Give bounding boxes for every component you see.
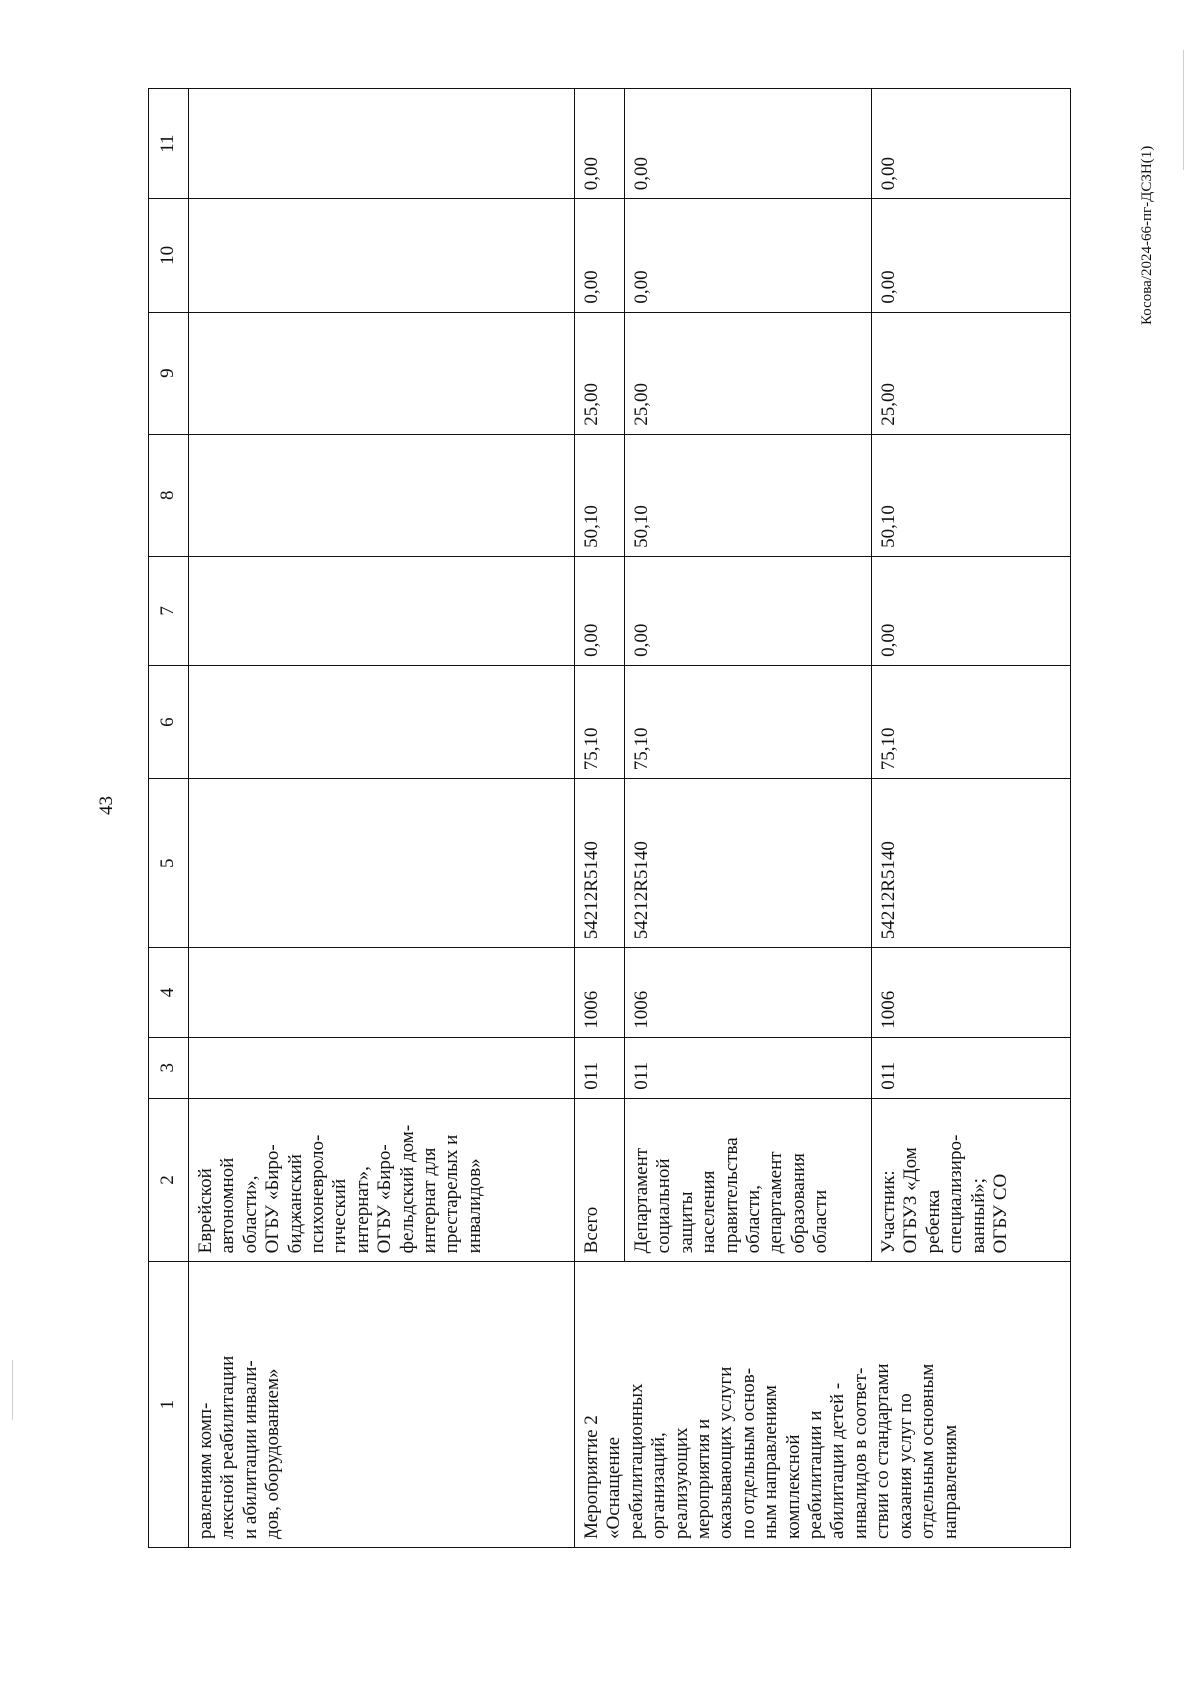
header-col-3: 3 (149, 1037, 189, 1098)
table-row (189, 89, 575, 1548)
row1-c4 (189, 948, 575, 1037)
row3-c10: 0,00 (625, 199, 872, 312)
budget-table (148, 88, 1071, 1548)
row4-c11: 0,00 (872, 89, 1071, 199)
table-row (575, 89, 625, 1548)
header-col-7: 7 (149, 556, 189, 665)
row4-c9: 25,00 (872, 312, 1071, 434)
header-col-10: 10 (149, 199, 189, 312)
row2-c11: 0,00 (575, 89, 625, 199)
row1-c11 (189, 89, 575, 199)
row1-c5 (189, 779, 575, 948)
row1-c7 (189, 556, 575, 665)
row3-c9: 25,00 (625, 312, 872, 434)
header-col-9: 9 (149, 312, 189, 434)
row1-c6 (189, 665, 575, 778)
row4-executor-cell: Участник: ОГБУЗ «Дом ребенка специализиро- ванный»; ОГБУ СО (872, 1098, 1071, 1262)
row3-executor-cell: Департамент социальной защиты населения правительства области, департамент образования области (625, 1098, 872, 1262)
header-col-6: 6 (149, 665, 189, 778)
row3-c7: 0,00 (625, 556, 872, 665)
row3-c8: 50,10 (625, 434, 872, 556)
row1-c3 (189, 1037, 575, 1098)
row4-c7: 0,00 (872, 556, 1071, 665)
row1-measure-cell: равлениям комп- лексной реабилитации и абилитации инвали- дов, оборудованием» (189, 1262, 575, 1548)
row2-measure-cell: Мероприятие 2 «Оснащение реабилитационных организаций, реализующих мероприятия и оказывающих услуги по отдельным основ- ным направлениям комплексной реабилитации и абилитации детей - инвалидов в соответ- ствии со стандартами оказания услуг по отдельным основным направлениям (575, 1262, 1071, 1548)
scan-mark-right (1183, 50, 1184, 170)
document-code: Косова/2024-66-пг-ДСЗН(1) (1139, 145, 1155, 325)
row2-c7: 0,00 (575, 556, 625, 665)
row3-c3: 011 (625, 1037, 872, 1098)
row2-c9: 25,00 (575, 312, 625, 434)
row4-c4: 1006 (872, 948, 1071, 1037)
budget-table-rotated (148, 88, 1070, 1548)
row4-c5: 54212R5140 (872, 779, 1071, 948)
row3-c5: 54212R5140 (625, 779, 872, 948)
row2-c8: 50,10 (575, 434, 625, 556)
header-col-8: 8 (149, 434, 189, 556)
header-col-11: 11 (149, 89, 189, 199)
row2-c10: 0,00 (575, 199, 625, 312)
row1-executor-cell: Еврейской автономной области», ОГБУ «Биро- биджанский психоневроло- гический интернат», ОГБУ «Биро- фельдский дом- интернат для престарелых и инвалидов» (189, 1098, 575, 1262)
row3-c6: 75,10 (625, 665, 872, 778)
row2-c5: 54212R5140 (575, 779, 625, 948)
row4-c10: 0,00 (872, 199, 1071, 312)
header-row (149, 89, 189, 1548)
row3-c11: 0,00 (625, 89, 872, 199)
row4-c3: 011 (872, 1037, 1071, 1098)
scan-mark-left (12, 1360, 13, 1420)
row1-c8 (189, 434, 575, 556)
row1-c9 (189, 312, 575, 434)
header-col-5: 5 (149, 779, 189, 948)
row2-c3: 011 (575, 1037, 625, 1098)
header-col-2: 2 (149, 1098, 189, 1262)
row2-c4: 1006 (575, 948, 625, 1037)
row3-c4: 1006 (625, 948, 872, 1037)
row4-c8: 50,10 (872, 434, 1071, 556)
page-number: 43 (96, 796, 117, 815)
row2-c6: 75,10 (575, 665, 625, 778)
row4-c6: 75,10 (872, 665, 1071, 778)
header-col-4: 4 (149, 948, 189, 1037)
header-col-1: 1 (149, 1262, 189, 1548)
row2-executor-cell: Всего (575, 1098, 625, 1262)
row1-c10 (189, 199, 575, 312)
